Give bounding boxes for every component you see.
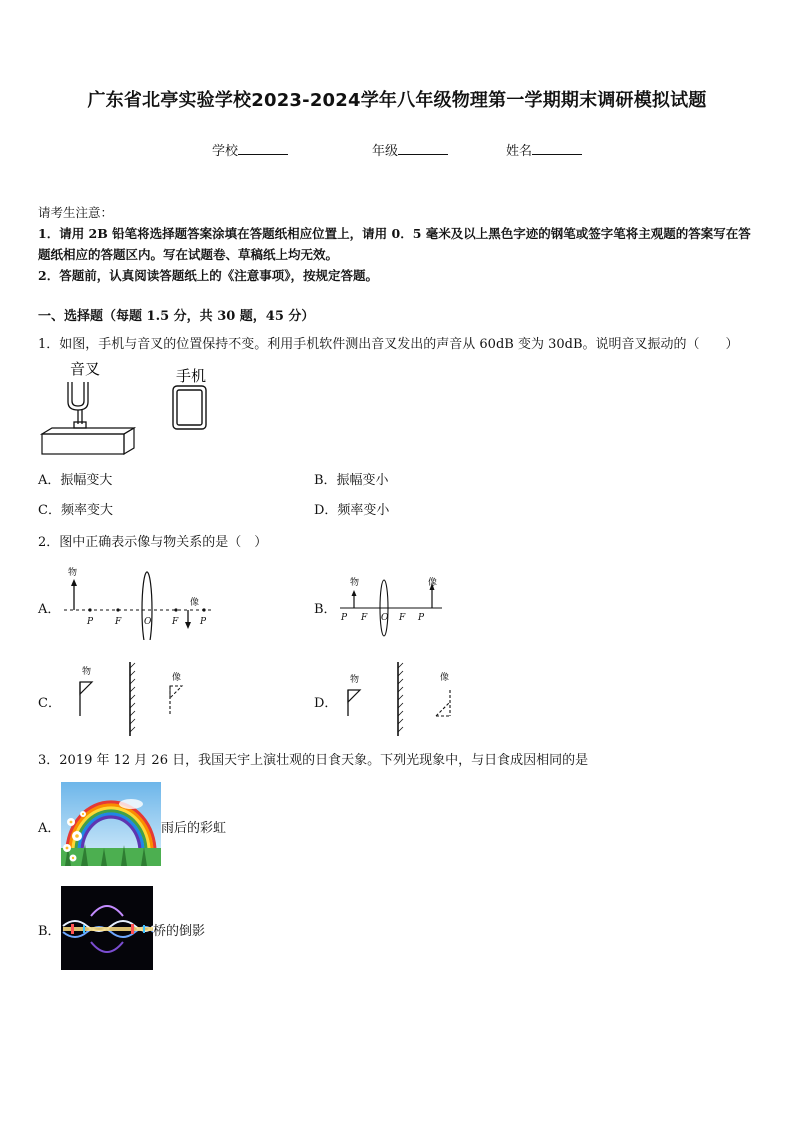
grade-blank: [398, 142, 448, 155]
question-3-stem: 3．2019 年 12 月 26 日，我国天宇上演壮观的日食天象。下列光现象中，与日食成因相同的是: [38, 753, 589, 768]
q1-option-b[interactable]: B．振幅变小: [314, 473, 389, 488]
q3-option-a-text: 雨后的彩虹: [161, 821, 227, 836]
q1-option-a[interactable]: A．振幅变大: [38, 473, 113, 488]
grade-label: 年级: [372, 144, 399, 159]
object-label-d: 物: [350, 675, 360, 685]
image-label-d: 像: [440, 673, 450, 683]
object-label: 物: [68, 568, 78, 578]
mirror-diagram-c: [70, 658, 200, 740]
name-field: [506, 140, 582, 159]
lens-diagram-a: [60, 562, 225, 640]
image-label: 像: [190, 598, 200, 608]
tuning-fork-icon: [68, 382, 88, 428]
tick-p-left-b: P: [341, 613, 348, 623]
name-blank: [532, 142, 582, 155]
tick-f-left-b: F: [361, 613, 368, 623]
tuning-fork-phone-figure: [38, 358, 228, 458]
school-field: [212, 140, 288, 159]
q1-option-c[interactable]: C．频率变大: [38, 503, 113, 518]
q2-option-c-label[interactable]: C．: [38, 696, 61, 711]
bridge-reflection-photo: [61, 886, 153, 970]
grade-field: [372, 140, 448, 159]
notes-line-1: 1．请用 2B 铅笔将选择题答案涂填在答题纸相应位置上，请用 0．5 毫米及以上黑色字迹的钢笔或签字笔将主观题的答案写在答题纸相应的答题区内。写在试题卷、草稿纸上均无效。: [38, 226, 751, 262]
tick-f-right: F: [172, 617, 179, 627]
rainbow-photo: [61, 782, 161, 866]
phone-label: 手机: [176, 367, 207, 385]
notes-heading: 请考生注意：: [38, 205, 114, 220]
q3-option-b-text: 桥的倒影: [153, 924, 206, 939]
tick-o: O: [144, 617, 152, 627]
q2-option-a-label[interactable]: A．: [38, 602, 61, 617]
image-label-c: 像: [172, 673, 182, 683]
notes-line-2: 2．答题前，认真阅读答题纸上的《注意事项》，按规定答题。: [38, 268, 378, 283]
phone-icon: [173, 386, 206, 429]
tick-f-right-b: F: [399, 613, 406, 623]
q2-option-b-label[interactable]: B．: [314, 602, 337, 617]
section-heading: 一、选择题（每题 1.5 分，共 30 题，45 分）: [38, 309, 315, 324]
page-title: 广东省北亭实验学校2023-2024学年八年级物理第一学期期末调研模拟试题: [87, 90, 707, 111]
tick-p-right-b: P: [418, 613, 425, 623]
tick-f-left: F: [115, 617, 122, 627]
lens-diagram-b: [336, 570, 448, 640]
question-1-stem: 1．如图，手机与音叉的位置保持不变。利用手机软件测出音叉发出的声音从 60dB 变为 30dB。说明音叉振动的（ ）: [38, 337, 739, 352]
tick-o-b: O: [381, 613, 389, 623]
school-label: 学校: [212, 144, 239, 159]
school-blank: [238, 142, 288, 155]
exam-notes: [38, 202, 762, 286]
question-2-stem: 2．图中正确表示像与物关系的是（ ）: [38, 535, 268, 550]
tick-p-right: P: [200, 617, 207, 627]
q3-option-a-label[interactable]: A．: [38, 821, 61, 836]
resonance-box: [42, 428, 134, 454]
q2-option-d-label[interactable]: D．: [314, 696, 338, 711]
image-label-b: 像: [428, 578, 438, 588]
object-label-b: 物: [350, 578, 360, 588]
name-label: 姓名: [506, 144, 533, 159]
fork-label: 音叉: [70, 360, 101, 378]
mirror-diagram-d: [340, 658, 470, 740]
q1-option-d[interactable]: D．频率变小: [314, 503, 390, 518]
q3-option-b-label[interactable]: B．: [38, 924, 61, 939]
tick-p-left: P: [87, 617, 94, 627]
object-label-c: 物: [82, 667, 92, 677]
